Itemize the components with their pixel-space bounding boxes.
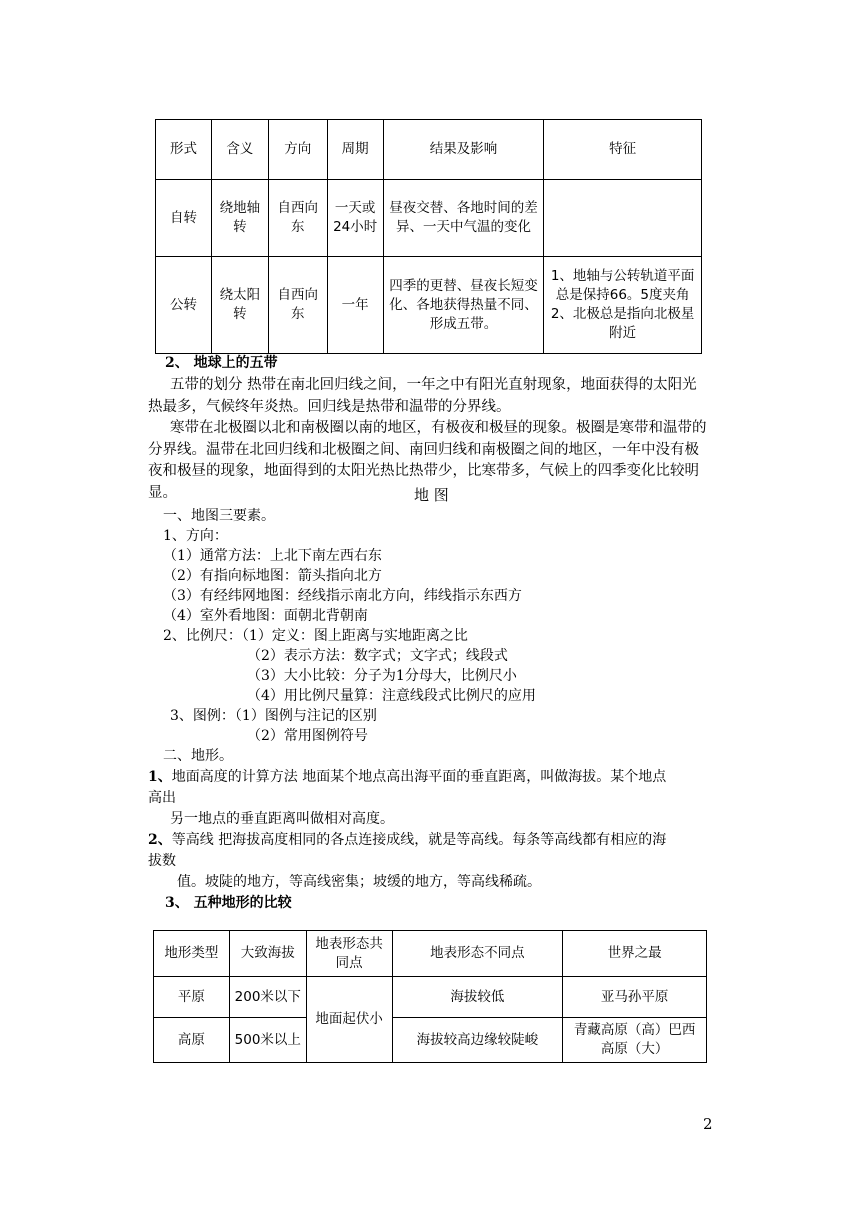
five-zones-heading: 2、 地球上的五带 xyxy=(165,355,278,371)
table-row xyxy=(156,180,702,257)
table-cell: 平原 xyxy=(154,977,230,1018)
header-cell: 周期 xyxy=(327,120,383,180)
altitude-line-1 xyxy=(148,767,666,788)
map-line: （3）有经纬网地图：经线指示南北方向，纬线指示东西方 xyxy=(163,588,522,604)
contour-text: 等高线 把海拔高度相同的各点连接成线，就是等高线。每条等高线都有相应的海 xyxy=(171,832,667,848)
table-cell: 公转 xyxy=(156,257,212,354)
altitude-line-2: 高出 xyxy=(148,790,176,806)
table-cell: 青藏高原（高）巴西高原（大） xyxy=(563,1018,707,1063)
header-cell: 含义 xyxy=(211,120,268,180)
five-zones-paragraph-2: 寒带在北极圈以北和南极圈以南的地区，有极夜和极昼的现象。极圈是寒带和温带的分界线。温带在北回归线和北极圈之间、南回归线和南极圈之间的地区，一年中没有极夜和极昼的现象，地面得到的太阳光热比热带少，比寒带多，气候上的四季变化比较明显。 xyxy=(148,420,707,501)
contour-line-1 xyxy=(148,830,666,851)
header-cell: 特征 xyxy=(544,120,702,180)
map-line: 1、方向： xyxy=(163,528,228,544)
table-cell: 1、地轴与公转轨道平面总是保持66。5度夹角2、北极总是指向北极星附近 xyxy=(544,257,702,354)
table-row xyxy=(154,1018,707,1063)
five-zones-paragraph-1: 五带的划分 热带在南北回归线之间，一年之中有阳光直射现象，地面获得的太阳光热最多，气候终年炎热。回归线是热带和温带的分界线。 xyxy=(148,377,697,415)
map-line: 一、地图三要素。 xyxy=(163,508,275,524)
header-cell: 结果及影响 xyxy=(383,120,544,180)
altitude-number: 1、 xyxy=(148,769,172,785)
table-cell: 海拔较低 xyxy=(392,977,563,1018)
map-section-title: 地 图 xyxy=(414,486,449,504)
table-cell: 一年 xyxy=(327,257,383,354)
altitude-line-3: 另一地点的垂直距离叫做相对高度。 xyxy=(170,811,394,827)
map-line: （3）大小比较：分子为1分母大，比例尺小 xyxy=(247,668,517,684)
contour-number: 2、 xyxy=(148,832,172,848)
map-line: （2）有指向标地图：箭头指向北方 xyxy=(163,568,382,584)
table-cell: 自转 xyxy=(156,180,212,257)
map-line: （4）室外看地图：面朝北背朝南 xyxy=(163,608,368,624)
map-line: （2）常用图例符号 xyxy=(247,728,368,744)
table-cell: 四季的更替、昼夜长短变化、各地获得热量不同、形成五带。 xyxy=(383,257,544,354)
table-cell: 500米以上 xyxy=(229,1018,306,1063)
table-cell: 绕太阳转 xyxy=(211,257,268,354)
table-cell: 昼夜交替、各地时间的差异、一天中气温的变化 xyxy=(383,180,544,257)
table-cell: 自西向东 xyxy=(268,180,327,257)
table-cell: 一天或24小时 xyxy=(327,180,383,257)
earth-motion-table xyxy=(155,119,702,354)
header-cell: 大致海拔 xyxy=(229,931,306,977)
table-cell: 海拔较高边缘较陡峻 xyxy=(392,1018,563,1063)
table-cell: 绕地轴转 xyxy=(211,180,268,257)
contour-line-3: 值。坡陡的地方，等高线密集；坡缓的地方，等高线稀疏。 xyxy=(177,874,541,890)
table-cell: 200米以下 xyxy=(229,977,306,1018)
terrain-comparison-table xyxy=(153,930,707,1063)
table-cell xyxy=(544,180,702,257)
table-header-row xyxy=(154,931,707,977)
compare-heading: 3、 五种地形的比较 xyxy=(165,895,292,911)
page-number: 2 xyxy=(703,1115,713,1133)
map-line: 二、地形。 xyxy=(163,748,233,764)
map-line: 3、图例：（1）图例与注记的区别 xyxy=(170,708,377,724)
header-cell: 地表形态共同点 xyxy=(306,931,392,977)
altitude-text: 地面高度的计算方法 地面某个地点高出海平面的垂直距离，叫做海拔。某个地点 xyxy=(171,769,667,785)
contour-line-2: 拔数 xyxy=(148,853,176,869)
map-line: （4）用比例尺量算：注意线段式比例尺的应用 xyxy=(247,688,536,704)
header-cell: 地形类型 xyxy=(154,931,230,977)
header-cell: 形式 xyxy=(156,120,212,180)
table-cell: 自西向东 xyxy=(268,257,327,354)
map-line: （2）表示方法：数字式；文字式；线段式 xyxy=(247,648,508,664)
map-line: （1）通常方法：上北下南左西右东 xyxy=(163,548,382,564)
header-cell: 世界之最 xyxy=(563,931,707,977)
header-cell: 方向 xyxy=(268,120,327,180)
table-cell: 高原 xyxy=(154,1018,230,1063)
table-row xyxy=(156,257,702,354)
table-cell: 亚马孙平原 xyxy=(563,977,707,1018)
map-line: 2、比例尺：（1）定义：图上距离与实地距离之比 xyxy=(163,628,468,644)
table-cell: 地面起伏小 xyxy=(306,977,392,1063)
table-row xyxy=(154,977,707,1018)
header-cell: 地表形态不同点 xyxy=(392,931,563,977)
table-header-row xyxy=(156,120,702,180)
